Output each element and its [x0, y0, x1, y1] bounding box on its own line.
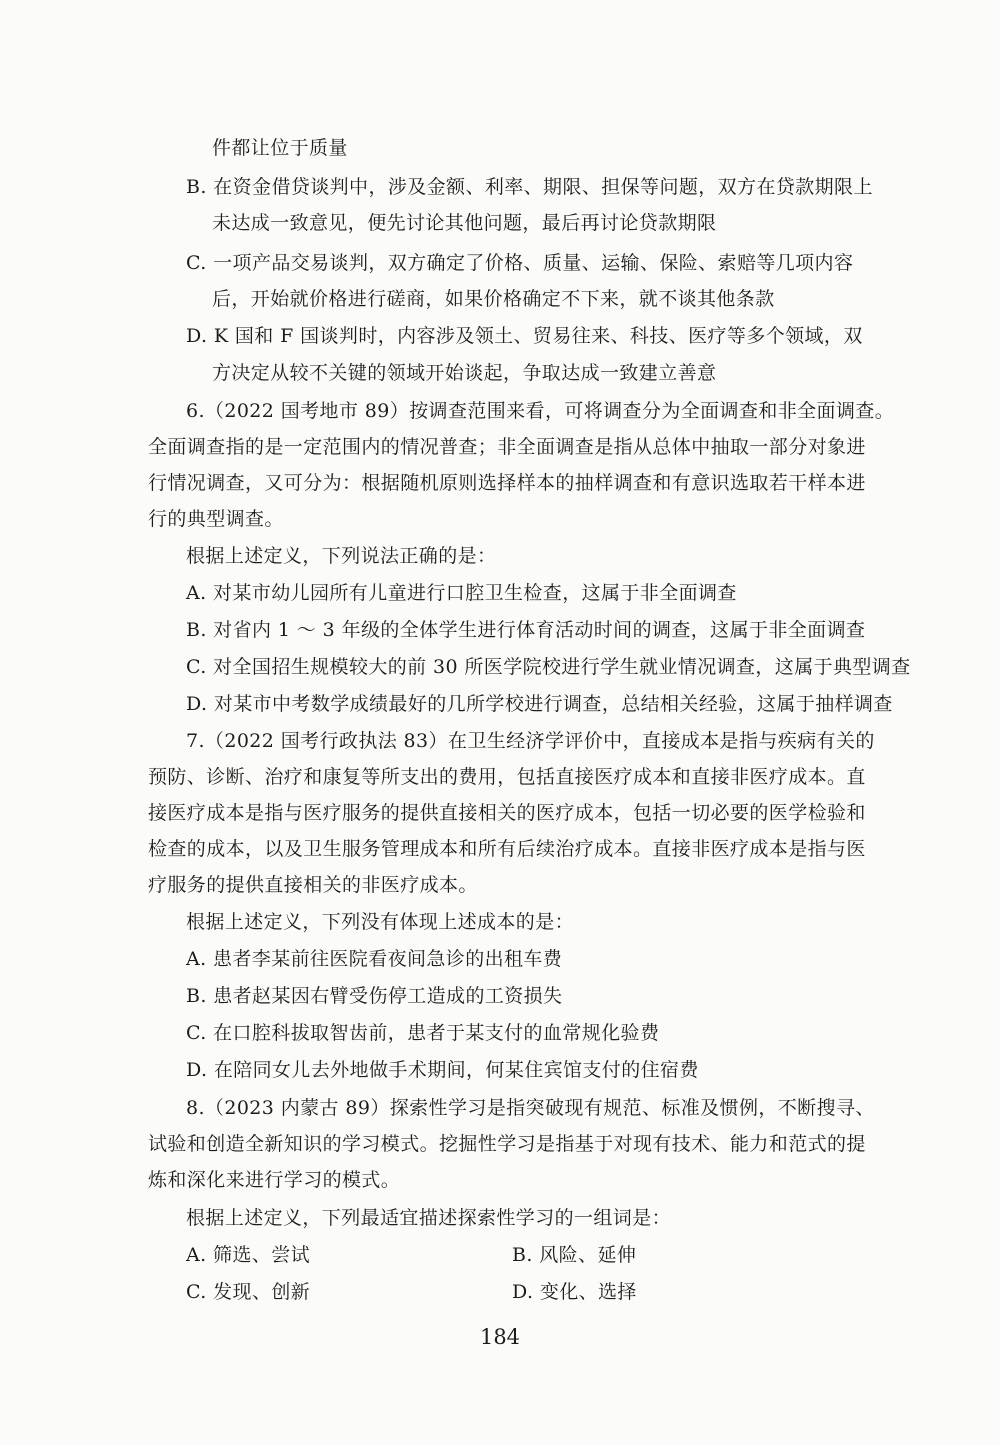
q6-option-a: A. 对某市幼儿园所有儿童进行口腔卫生检查，这属于非全面调查: [186, 582, 737, 604]
q8-option-d: D. 变化、选择: [512, 1281, 637, 1303]
q7-stem-line5: 疗服务的提供直接相关的非医疗成本。: [148, 874, 478, 896]
q7-prompt: 根据上述定义，下列没有体现上述成本的是：: [186, 911, 575, 933]
q5-option-c-line2: 后，开始就价格进行磋商，如果价格确定不下来，就不谈其他条款: [212, 288, 775, 310]
q5-option-c-line1: C. 一项产品交易谈判，双方确定了价格、质量、运输、保险、索赔等几项内容: [186, 252, 854, 274]
q7-option-b: B. 患者赵某因右臂受伤停工造成的工资损失: [186, 985, 563, 1007]
q6-stem-line1: 6.（2022 国考地市 89）按调查范围来看，可将调查分为全面调查和非全面调查。: [186, 400, 895, 422]
q7-stem-line4: 检查的成本，以及卫生服务管理成本和所有后续治疗成本。直接非医疗成本是指与医: [148, 838, 866, 860]
q6-prompt: 根据上述定义，下列说法正确的是：: [186, 545, 497, 567]
q7-stem-line1: 7.（2022 国考行政执法 83）在卫生经济学评价中，直接成本是指与疾病有关的: [186, 730, 875, 752]
q8-option-b: B. 风险、延伸: [512, 1244, 637, 1266]
q6-stem-line3: 行情况调查，又可分为：根据随机原则选择样本的抽样调查和有意识选取若干样本进: [148, 472, 866, 494]
q5-option-b-line2: 未达成一致意见，便先讨论其他问题，最后再讨论贷款期限: [212, 212, 717, 234]
q6-option-d: D. 对某市中考数学成绩最好的几所学校进行调查，总结相关经验，这属于抽样调查: [186, 693, 893, 715]
q8-stem-line3: 炼和深化来进行学习的模式。: [148, 1169, 401, 1191]
q5-option-a-tail: 件都让位于质量: [212, 137, 348, 159]
q5-option-b-line1: B. 在资金借贷谈判中，涉及金额、利率、期限、担保等问题，双方在贷款期限上: [186, 176, 873, 198]
q8-stem-line2: 试验和创造全新知识的学习模式。挖掘性学习是指基于对现有技术、能力和范式的提: [148, 1133, 866, 1155]
q8-stem-line1: 8.（2023 内蒙古 89）探索性学习是指突破现有规范、标准及惯例，不断搜寻、: [186, 1097, 875, 1119]
q7-option-a: A. 患者李某前往医院看夜间急诊的出租车费: [186, 948, 563, 970]
q7-option-c: C. 在口腔科拔取智齿前，患者于某支付的血常规化验费: [186, 1022, 660, 1044]
q8-option-c: C. 发现、创新: [186, 1281, 311, 1303]
q6-stem-line4: 行的典型调查。: [148, 508, 284, 530]
q8-prompt: 根据上述定义，下列最适宜描述探索性学习的一组词是：: [186, 1207, 672, 1229]
q5-option-d-line1: D. K 国和 F 国谈判时，内容涉及领土、贸易往来、科技、医疗等多个领域，双: [186, 325, 863, 347]
page-number: 184: [479, 1325, 521, 1349]
q6-option-b: B. 对省内 1 ～ 3 年级的全体学生进行体育活动时间的调查，这属于非全面调查: [186, 619, 866, 641]
q7-stem-line3: 接医疗成本是指与医疗服务的提供直接相关的医疗成本，包括一切必要的医学检验和: [148, 802, 866, 824]
q6-option-c: C. 对全国招生规模较大的前 30 所医学院校进行学生就业情况调查，这属于典型调查: [186, 656, 911, 678]
q7-stem-line2: 预防、诊断、治疗和康复等所支出的费用，包括直接医疗成本和直接非医疗成本。直: [148, 766, 866, 788]
q7-option-d: D. 在陪同女儿去外地做手术期间，何某住宾馆支付的住宿费: [186, 1059, 699, 1081]
q5-option-d-line2: 方决定从较不关键的领域开始谈起，争取达成一致建立善意: [212, 362, 717, 384]
q6-stem-line2: 全面调查指的是一定范围内的情况普查；非全面调查是指从总体中抽取一部分对象进: [148, 436, 866, 458]
q8-option-a: A. 筛选、尝试: [186, 1244, 311, 1266]
